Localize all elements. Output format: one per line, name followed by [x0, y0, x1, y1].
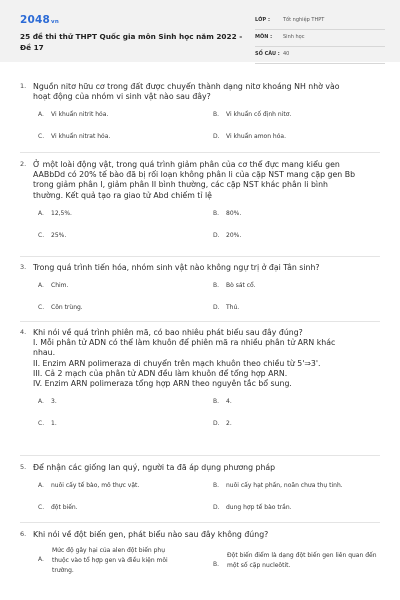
option-text: Mức độ gây hại của alen đột biến phụ thuộc vào tổ hợp gen và điều kiện môi trường. [52, 547, 168, 575]
option-text: dung hợp tế bào trần. [226, 504, 292, 512]
option-label: B. [213, 561, 220, 569]
option-b[interactable] [213, 111, 291, 118]
meta-row-class [255, 15, 385, 30]
question-number: 5. [20, 463, 27, 471]
option-text: 1. [51, 420, 57, 428]
option-text: 4. [226, 398, 232, 406]
question-2 [20, 160, 382, 239]
divider [20, 152, 380, 153]
meta-key: MÔN : [255, 34, 273, 40]
option-c[interactable] [38, 504, 78, 511]
question-line: III. Cả 2 mạch của phân tử ADN đều làm khuôn để tổng hợp ARN. [33, 368, 288, 378]
meta-row-subject [255, 32, 385, 47]
option-a[interactable] [38, 111, 108, 118]
option-text: nuôi cấy hạt phấn, noãn chưa thụ tinh. [226, 482, 343, 490]
question-line: AABbDd có 20% tế bào đã bị rối loạn không phân li của cặp NST mang cặp gen Bb [33, 170, 356, 180]
question-text [33, 160, 382, 201]
meta-value: Tốt nghiệp THPT [283, 17, 325, 23]
option-d[interactable] [213, 232, 241, 239]
option-label: A. [38, 111, 44, 119]
option-label: A. [38, 209, 44, 217]
option-d[interactable] [213, 133, 286, 140]
option-b[interactable] [213, 398, 232, 405]
question-number: 1. [20, 82, 27, 90]
option-b[interactable] [213, 551, 383, 571]
question-number: 3. [20, 263, 27, 271]
question-1 [20, 82, 382, 141]
option-label: B. [213, 398, 220, 406]
meta-value: 40 [283, 51, 290, 57]
question-line: IV. Enzim ARN polimeraza tổng hợp ARN theo nguyên tắc bổ sung. [33, 379, 292, 389]
option-text: Bò sát cổ. [226, 282, 256, 290]
divider [20, 321, 380, 322]
meta-value: Sinh học [283, 34, 305, 40]
question-number: 2. [20, 160, 27, 168]
option-d[interactable] [213, 420, 232, 427]
option-label: A. [38, 556, 44, 564]
logo-suffix: vn [51, 19, 59, 25]
option-label: A. [38, 282, 44, 290]
option-label: B. [213, 482, 220, 490]
option-text: Thú. [226, 304, 240, 312]
question-line: II. Enzim ARN polimeraza di chuyển trên mạch khuôn theo chiều từ 5'⇒3'. [33, 358, 321, 368]
option-text: 20%. [226, 231, 242, 239]
option-text: Vi khuẩn nitrat hóa. [51, 133, 111, 141]
option-text: Chim. [51, 282, 69, 290]
question-line: Khi nói về đột biến gen, phát biểu nào sau đây không đúng? [33, 530, 269, 539]
question-line: Để nhận các giống lan quý, người ta đã áp dụng phương pháp [33, 463, 276, 472]
option-label: D. [213, 504, 220, 512]
option-c[interactable] [38, 133, 110, 140]
option-label: A. [38, 482, 44, 490]
question-line: Trong quá trình tiến hóa, nhóm sinh vật nào không ngự trị ở đại Tân sinh? [33, 263, 320, 272]
divider [20, 256, 380, 257]
question-5 [20, 463, 382, 512]
option-text: Vi khuẩn nitrit hóa. [51, 111, 109, 119]
option-text: Đột biến điểm là dạng đột biến gen liên quan đến một số cặp nucleôtit. [227, 552, 377, 570]
option-label: C. [38, 231, 45, 239]
option-text: 3. [51, 398, 57, 406]
option-label: B. [213, 282, 220, 290]
option-text: Vi khuẩn cố định nitơ. [226, 111, 292, 119]
option-label: D. [213, 420, 220, 428]
option-label: D. [213, 304, 220, 312]
meta-key: LỚP : [255, 17, 270, 23]
question-number: 6. [20, 530, 27, 538]
option-label: D. [213, 133, 220, 141]
question-text [33, 82, 382, 102]
option-label: A. [38, 398, 44, 406]
divider [20, 522, 380, 523]
option-a[interactable] [38, 482, 139, 489]
question-line: trong giảm phân I, giảm phân II bình thường, các cặp NST khác phân li bình [33, 180, 328, 190]
option-label: C. [38, 504, 45, 512]
question-line: Nguồn nitơ hữu cơ trong đất được chuyển thành dạng nitơ khoáng NH nhờ vào [33, 82, 340, 91]
option-a[interactable] [38, 398, 57, 405]
option-label: B. [213, 111, 220, 119]
meta-row-count [255, 49, 385, 64]
question-text [33, 463, 382, 473]
option-text: nuôi cấy tế bào, mô thực vật. [51, 482, 140, 490]
option-b[interactable] [213, 482, 343, 489]
question-text [33, 263, 382, 273]
exam-meta [255, 15, 385, 66]
option-text: 12,5%. [51, 209, 72, 217]
question-6 [20, 530, 382, 575]
option-c[interactable] [38, 232, 66, 239]
option-text: Côn trùng. [51, 304, 83, 312]
option-label: C. [38, 304, 45, 312]
option-b[interactable] [213, 210, 241, 217]
option-label: C. [38, 133, 45, 141]
question-text [33, 328, 382, 389]
option-text: 25%. [51, 231, 67, 239]
site-logo[interactable] [20, 14, 59, 26]
question-line: Khi nói về quá trình phiên mã, có bao nhiêu phát biểu sau đây đúng? [33, 328, 303, 337]
option-text: đột biến. [51, 504, 78, 512]
option-text: 2. [226, 420, 232, 428]
question-4 [20, 328, 382, 428]
option-d[interactable] [213, 504, 292, 511]
option-c[interactable] [38, 420, 57, 427]
divider [20, 455, 380, 456]
question-3 [20, 263, 382, 312]
question-line: thường. Kết quả tạo ra giao tử Abd chiếm tỉ lệ [33, 190, 212, 200]
option-b[interactable] [213, 282, 256, 289]
question-line: hoạt động của nhóm vi sinh vật nào sau đây? [33, 92, 211, 102]
option-a[interactable] [38, 546, 178, 576]
option-d[interactable] [213, 304, 239, 311]
question-line: Ở một loài động vật, trong quá trình giảm phân của cơ thể đực mang kiểu gen [33, 160, 340, 169]
option-text: 80%. [226, 209, 242, 217]
option-a[interactable] [38, 282, 68, 289]
option-text: Vi khuẩn amon hóa. [226, 133, 286, 141]
question-line: I. Mỗi phân tử ADN có thể làm khuôn để phiên mã ra nhiều phân tử ARN khác [33, 338, 336, 348]
option-label: D. [213, 231, 220, 239]
option-label: B. [213, 209, 220, 217]
exam-title: 25 đề thi thử THPT Quốc gia môn Sinh học năm 2022 - Đề 17 [20, 32, 243, 52]
option-c[interactable] [38, 304, 83, 311]
meta-key: SỐ CÂU : [255, 51, 280, 57]
option-a[interactable] [38, 210, 72, 217]
question-number: 4. [20, 328, 27, 336]
question-text [33, 530, 382, 540]
option-label: C. [38, 420, 45, 428]
exam-header [0, 0, 400, 62]
logo-text: 2048 [20, 14, 51, 26]
question-line: nhau. [33, 348, 56, 358]
